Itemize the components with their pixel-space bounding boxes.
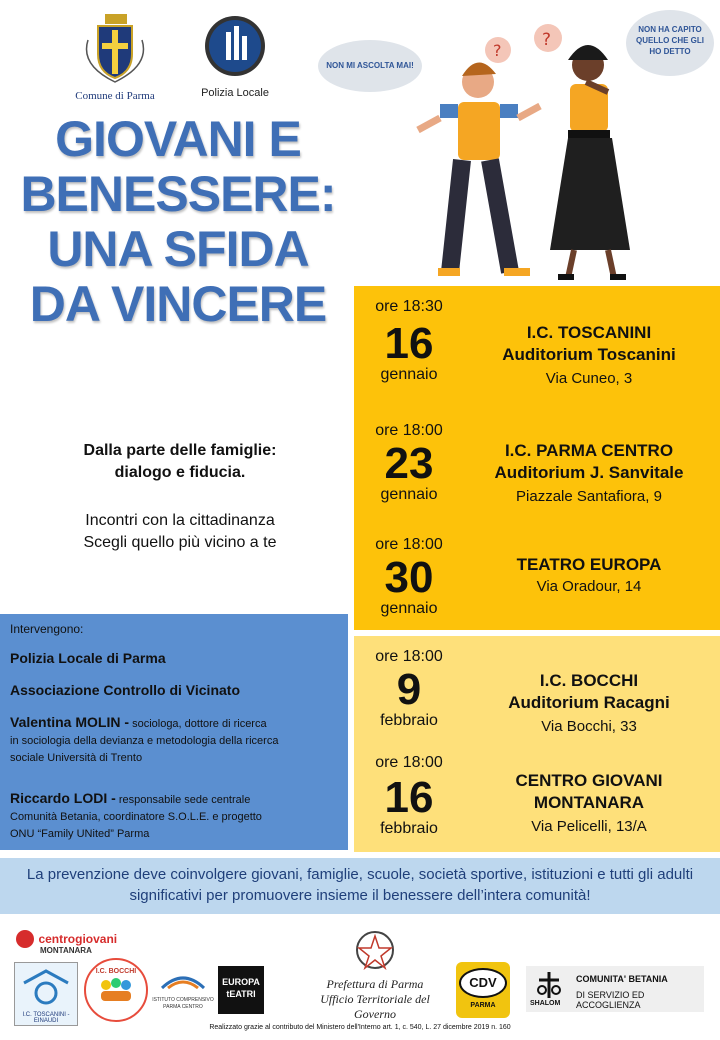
montanara-label: MONTANARA	[40, 946, 92, 956]
speaker-desc: sociale Università di Trento	[10, 752, 143, 764]
arguing-people-icon	[318, 10, 718, 285]
speaker-entry	[10, 790, 340, 843]
event-time: ore 18:00	[375, 536, 443, 553]
speaker-name: Valentina MOLIN -	[10, 714, 130, 730]
betania-label: DI SERVIZIO ED ACCOGLIENZA	[576, 990, 645, 1010]
event-address: Via Bocchi, 33	[541, 718, 637, 735]
invite-line: Incontri con la cittadinanza	[85, 512, 275, 529]
toscanini-label: I.C. TOSCANINI - EINAUDI	[22, 1012, 70, 1024]
centro-giovani-icon	[16, 930, 34, 948]
event-place: MONTANARA	[533, 793, 645, 812]
event-address: Piazzale Santafiora, 9	[516, 488, 662, 505]
bocchi-logo	[84, 958, 148, 1022]
svg-text:?: ?	[493, 41, 502, 60]
speaker-desc: sociologa, dottore di ricerca	[132, 718, 267, 730]
event-address: Via Pelicelli, 13/A	[531, 818, 647, 835]
banner-line: La prevenzione deve coinvolgere giovani, famiglie, scuole, società sportive, istituzioni e tutti gli adulti	[26, 866, 694, 883]
speaker-desc: responsabile sede centrale	[118, 794, 251, 806]
comune-label: Comune di Parma	[75, 90, 155, 102]
event-month: febbraio	[380, 712, 438, 729]
polizia-badge-icon	[190, 12, 280, 82]
centro-giovani-logo	[16, 930, 126, 956]
event-place: Auditorium Toscanini	[502, 345, 676, 364]
speaker-name: Associazione Controllo di Vicinato	[10, 682, 240, 698]
betania-logo	[526, 966, 704, 1012]
event-address: Via Oradour, 14	[536, 578, 642, 595]
event-day: 9	[396, 665, 422, 714]
prefettura-label: Ufficio Territoriale del Governo	[320, 992, 430, 1021]
event-day: 30	[384, 553, 434, 602]
cdv-logo	[456, 962, 510, 1018]
events-february	[354, 636, 720, 852]
subtitle	[0, 440, 360, 484]
betania-cross-icon	[532, 970, 566, 1000]
event-month: gennaio	[380, 600, 438, 617]
polizia-logo	[190, 12, 280, 102]
bubble-right-line: HO DETTO	[649, 47, 691, 56]
event-day: 23	[384, 439, 434, 488]
event-address: Via Cuneo, 3	[545, 370, 633, 387]
event-month: gennaio	[380, 366, 438, 383]
subtitle-line: Dalla parte delle famiglie:	[83, 442, 277, 459]
event-time: ore 18:00	[375, 754, 443, 771]
banner-line: significativi per promuovere insieme il benessere dell’intera comunità!	[129, 887, 591, 904]
prefettura-logo	[300, 928, 450, 1024]
speaker-desc: Comunità Betania, coordinatore S.O.L.E. e progetto	[10, 811, 262, 823]
event-month: gennaio	[380, 486, 438, 503]
title-line: BENESSERE:	[20, 166, 336, 222]
toscanini-logo	[14, 962, 78, 1026]
prefettura-label: Prefettura di Parma	[326, 977, 424, 991]
betania-label: COMUNITA' BETANIA	[576, 974, 668, 984]
europa-teatri-label: EUROPA tEATRI	[222, 977, 260, 999]
event-place: TEATRO EUROPA	[516, 555, 662, 574]
events-january	[354, 286, 720, 630]
comune-crest-icon	[70, 10, 160, 85]
cdv-sub: PARMA	[470, 1002, 496, 1009]
speaker-name: Riccardo LODI -	[10, 790, 116, 806]
event-place: Auditorium Racagni	[508, 693, 670, 712]
event-item	[354, 418, 720, 528]
bubble-left-text: NON MI ASCOLTA MAI!	[326, 61, 414, 70]
event-item	[354, 750, 720, 852]
event-item	[354, 286, 720, 406]
parma-centro-icon	[158, 972, 208, 992]
svg-text:?: ?	[542, 30, 552, 50]
event-place: I.C. PARMA CENTRO	[504, 441, 674, 460]
speaker-entry	[10, 714, 340, 767]
event-place: Auditorium J. Sanvitale	[494, 463, 684, 482]
event-time: ore 18:30	[375, 298, 443, 315]
bubble-right-line: NON HA CAPITO	[638, 25, 702, 34]
title-line: DA VINCERE	[29, 276, 327, 332]
page-title	[8, 112, 348, 332]
bocchi-label: I.C. BOCCHI	[95, 968, 137, 975]
event-time: ore 18:00	[375, 422, 443, 439]
event-day: 16	[384, 319, 434, 368]
bubble-right-line: QUELLO CHE GLI	[636, 36, 704, 45]
speaker-desc: ONU “Family UNited” Parma	[10, 828, 150, 840]
prevention-banner	[0, 858, 720, 914]
event-item	[354, 532, 720, 630]
europa-teatri-logo	[218, 966, 264, 1014]
invite-line: Scegli quello più vicino a te	[83, 534, 277, 551]
shalom-label: SHALOM	[530, 1000, 561, 1007]
speakers-heading: Intervengono:	[10, 622, 84, 636]
invite-text	[0, 510, 360, 554]
title-line: UNA SFIDA	[47, 221, 309, 277]
children-icon	[96, 975, 136, 1005]
illustration	[318, 10, 718, 285]
speakers-panel	[0, 614, 348, 850]
italy-emblem-icon	[355, 928, 395, 972]
event-place: I.C. BOCCHI	[539, 671, 639, 690]
comune-logo	[70, 10, 160, 100]
speaker-desc: in sociologia della devianza e metodologia della ricerca	[10, 735, 279, 747]
credit-line: Realizzato grazie al contributo del Ministero dell'Interno art. 1, c. 540, L. 27 dicembre 2019 n. 160	[209, 1024, 511, 1031]
toscanini-icon	[16, 963, 76, 1007]
subtitle-line: dialogo e fiducia.	[114, 464, 246, 481]
speaker-name: Polizia Locale di Parma	[10, 650, 166, 666]
centro-giovani-label: centrogiovani	[38, 932, 118, 946]
title-line: GIOVANI E	[55, 111, 301, 167]
cdv-label: CDV	[459, 968, 507, 998]
parma-centro-logo	[152, 972, 214, 1012]
event-month: febbraio	[380, 820, 438, 837]
event-item	[354, 636, 720, 746]
parma-centro-label: ISTITUTO COMPRENSIVO PARMA CENTRO	[152, 997, 214, 1010]
event-time: ore 18:00	[375, 648, 443, 665]
polizia-label: Polizia Locale	[201, 87, 269, 99]
event-day: 16	[384, 773, 434, 822]
event-place: CENTRO GIOVANI	[515, 771, 663, 790]
event-place: I.C. TOSCANINI	[526, 323, 652, 342]
